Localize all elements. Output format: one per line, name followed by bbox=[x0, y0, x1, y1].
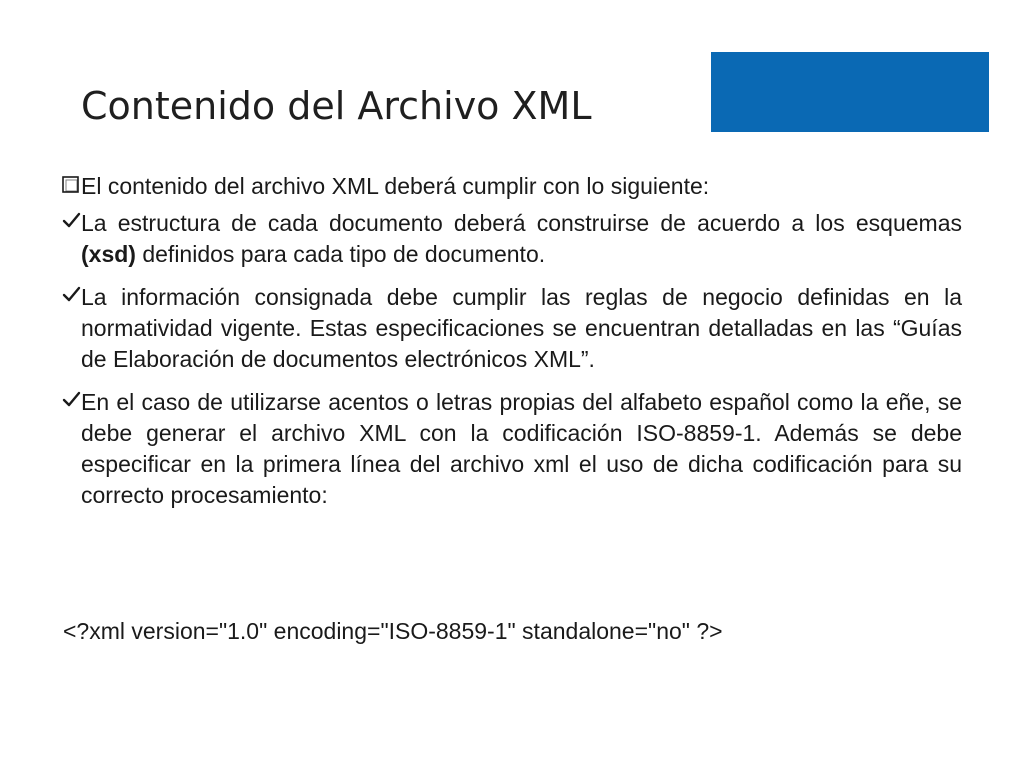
bullet-bold-term: (xsd) bbox=[81, 241, 136, 267]
bullet-item bbox=[62, 282, 962, 375]
intro-item bbox=[62, 171, 962, 202]
bullet-text: La información consignada debe cumplir las reglas de negocio definidas en la normatividad vigente. Estas especificaciones se encuentran detalladas en las “Guías de Elaboración de documentos electrónicos XML”. bbox=[81, 284, 962, 372]
bullet-text: definidos para cada tipo de documento. bbox=[135, 241, 546, 267]
bullet-text: La estructura de cada documento deberá construirse de acuerdo a los esquemas bbox=[81, 210, 962, 236]
checkmark-icon bbox=[62, 390, 84, 409]
checkbox-square-icon bbox=[62, 176, 84, 193]
slide-title: Contenido del Archivo XML bbox=[81, 84, 592, 128]
xml-declaration: <?xml version="1.0" encoding="ISO-8859-1" standalone="no" ?> bbox=[63, 618, 723, 644]
bullet-text: En el caso de utilizarse acentos o letras propias del alfabeto español como la eñe, se debe generar el archivo XML con la codificación ISO-8859-1. Además se debe especificar en la primera línea del archivo xml el uso de dicha codificación para su correcto procesamiento: bbox=[81, 389, 962, 508]
accent-rectangle bbox=[711, 52, 989, 132]
checkmark-icon bbox=[62, 211, 84, 230]
checkmark-icon bbox=[62, 285, 84, 304]
bullet-item bbox=[62, 208, 962, 270]
intro-text: El contenido del archivo XML deberá cumplir con lo siguiente: bbox=[81, 173, 710, 199]
slide-content bbox=[62, 171, 962, 523]
bullet-item bbox=[62, 387, 962, 511]
